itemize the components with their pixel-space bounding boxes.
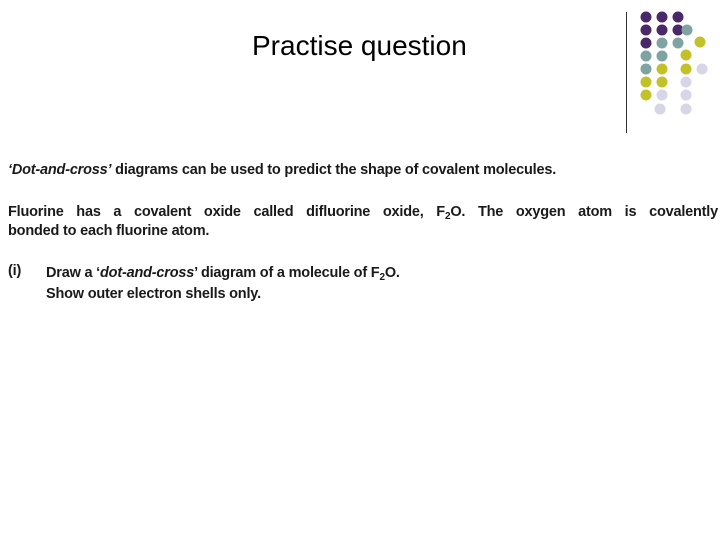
dot <box>657 90 668 101</box>
question-paragraph <box>8 203 718 241</box>
dot <box>641 77 652 88</box>
dot <box>657 25 668 36</box>
paragraph-line-2: bonded to each fluorine atom. <box>8 223 210 239</box>
question-intro <box>8 162 556 178</box>
paragraph-line-1-start: Fluorine has a covalent oxide called difluorine oxide, F <box>8 204 445 220</box>
dot <box>681 64 692 75</box>
part-text-mid: ’ diagram of a molecule of F <box>194 265 380 281</box>
part-line-1 <box>46 263 400 284</box>
divider-line <box>626 12 627 133</box>
part-text-end: O. <box>384 265 400 281</box>
intro-quoted-term: ‘Dot-and-cross’ <box>8 162 112 178</box>
part-label: (i) <box>8 263 22 279</box>
question-part-i <box>46 263 400 305</box>
paragraph-line-1 <box>8 203 718 222</box>
dot <box>657 12 668 23</box>
formula-subscript: 2 <box>444 211 451 222</box>
part-text-emphasis: dot-and-cross <box>100 265 195 281</box>
dot <box>673 38 684 49</box>
dot <box>641 64 652 75</box>
dot <box>673 12 684 23</box>
dot <box>673 25 684 36</box>
dot <box>655 104 666 115</box>
dot <box>657 38 668 49</box>
dot <box>657 51 668 62</box>
dot <box>681 90 692 101</box>
dot <box>641 38 652 49</box>
dot <box>657 64 668 75</box>
formula-subscript: 2 <box>379 272 385 283</box>
paragraph-line-1-end: O. The oxygen atom is covalently <box>450 204 718 220</box>
dot <box>695 37 706 48</box>
dot <box>641 12 652 23</box>
part-line-2: Show outer electron shells only. <box>46 286 261 302</box>
part-text-start: Draw a ‘ <box>46 265 101 281</box>
slide-title: Practise question <box>252 30 467 61</box>
dot <box>641 51 652 62</box>
dot <box>657 77 668 88</box>
dot <box>641 90 652 101</box>
dot <box>681 50 692 61</box>
dot <box>697 64 708 75</box>
dot <box>682 25 693 36</box>
dot <box>681 77 692 88</box>
dot <box>641 25 652 36</box>
intro-text: diagrams can be used to predict the shape of covalent molecules. <box>111 162 557 178</box>
dot <box>681 104 692 115</box>
